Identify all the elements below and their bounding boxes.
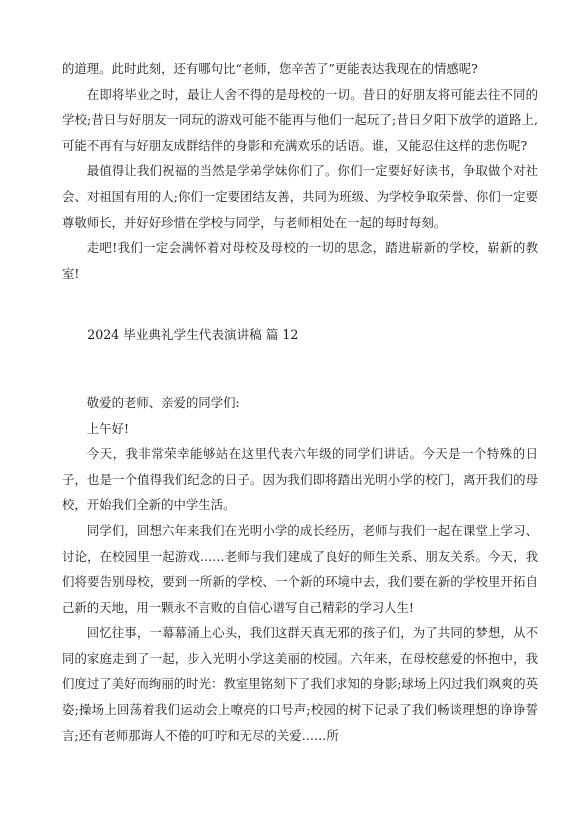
paragraph: 走吧!我们一定会满怀着对母校及母校的一切的思念，踏进崭新的学校，崭新的教室! [62, 240, 538, 281]
paragraph: 同学们，回想六年来我们在光明小学的成长经历，老师与我们一起在课堂上学习、讨论，在校园里一起游戏……老师与我们建成了良好的师生关系、朋友关系。今天，我们将要告别母校，要到一所新的学校、一个新的环境中去，我们要在新的学校里开拓自己新的天地，用一颗永不言败的自信心谱写自己精彩的学习人生! [62, 522, 538, 615]
paragraph: 最值得让我们祝福的当然是学弟学妹你们了。你们一定要好好读书，争取做个对社会、对祖国有用的人;你们一定要团结友善，共同为班级、为学校争取荣誉、你们一定要尊敬师长，并好好珍惜在学校与同学，与老师相处在一起的每时每刻。 [62, 163, 538, 230]
greeting: 上午好! [86, 420, 129, 436]
section-title: 2024 毕业典礼学生代表演讲稿 篇 12 [87, 327, 299, 343]
paragraph: 回忆往事，一幕幕涌上心头，我们这群天真无邪的孩子们，为了共同的梦想，从不同的家庭走到了一起，步入光明小学这美丽的校园。六年来，在母校慈爱的怀抱中，我们度过了美好而绚丽的时光：教室里铭刻下了我们求知的身影;球场上闪过我们飒爽的英姿;操场上回荡着我们运动会上嘹亮的口号声;校园的树下记录了我们畅谈理想的诤诤誓言;还有老师那诲人不倦的叮咛和无尽的关爱……所 [62, 625, 538, 743]
paragraph: 在即将毕业之时，最让人舍不得的是母校的一切。昔日的好朋友将可能去往不同的学校;昔日与好朋友一同玩的游戏可能不能再与他们一起玩了;昔日夕阳下放学的道路上,可能不再有与好朋友成群结伴的身影和充满欢乐的话语。谁，又能忍住这样的悲伤呢? [62, 86, 538, 153]
paragraphs-before [62, 56, 538, 286]
paragraph: 今天，我非常荣幸能够站在这里代表六年级的同学们讲话。今天是一个特殊的日子，也是一个值得我们纪念的日子。因为我们即将踏出光明小学的校门，离开我们的母校，开始我们全新的中学生活。 [62, 446, 538, 513]
paragraphs-after [62, 390, 538, 748]
paragraph: 的道理。此时此刻，还有哪句比“老师，您辛苦了”更能表达我现在的情感呢? [62, 61, 478, 76]
salutation: 敬爱的老师、亲爱的同学们: [86, 394, 240, 410]
